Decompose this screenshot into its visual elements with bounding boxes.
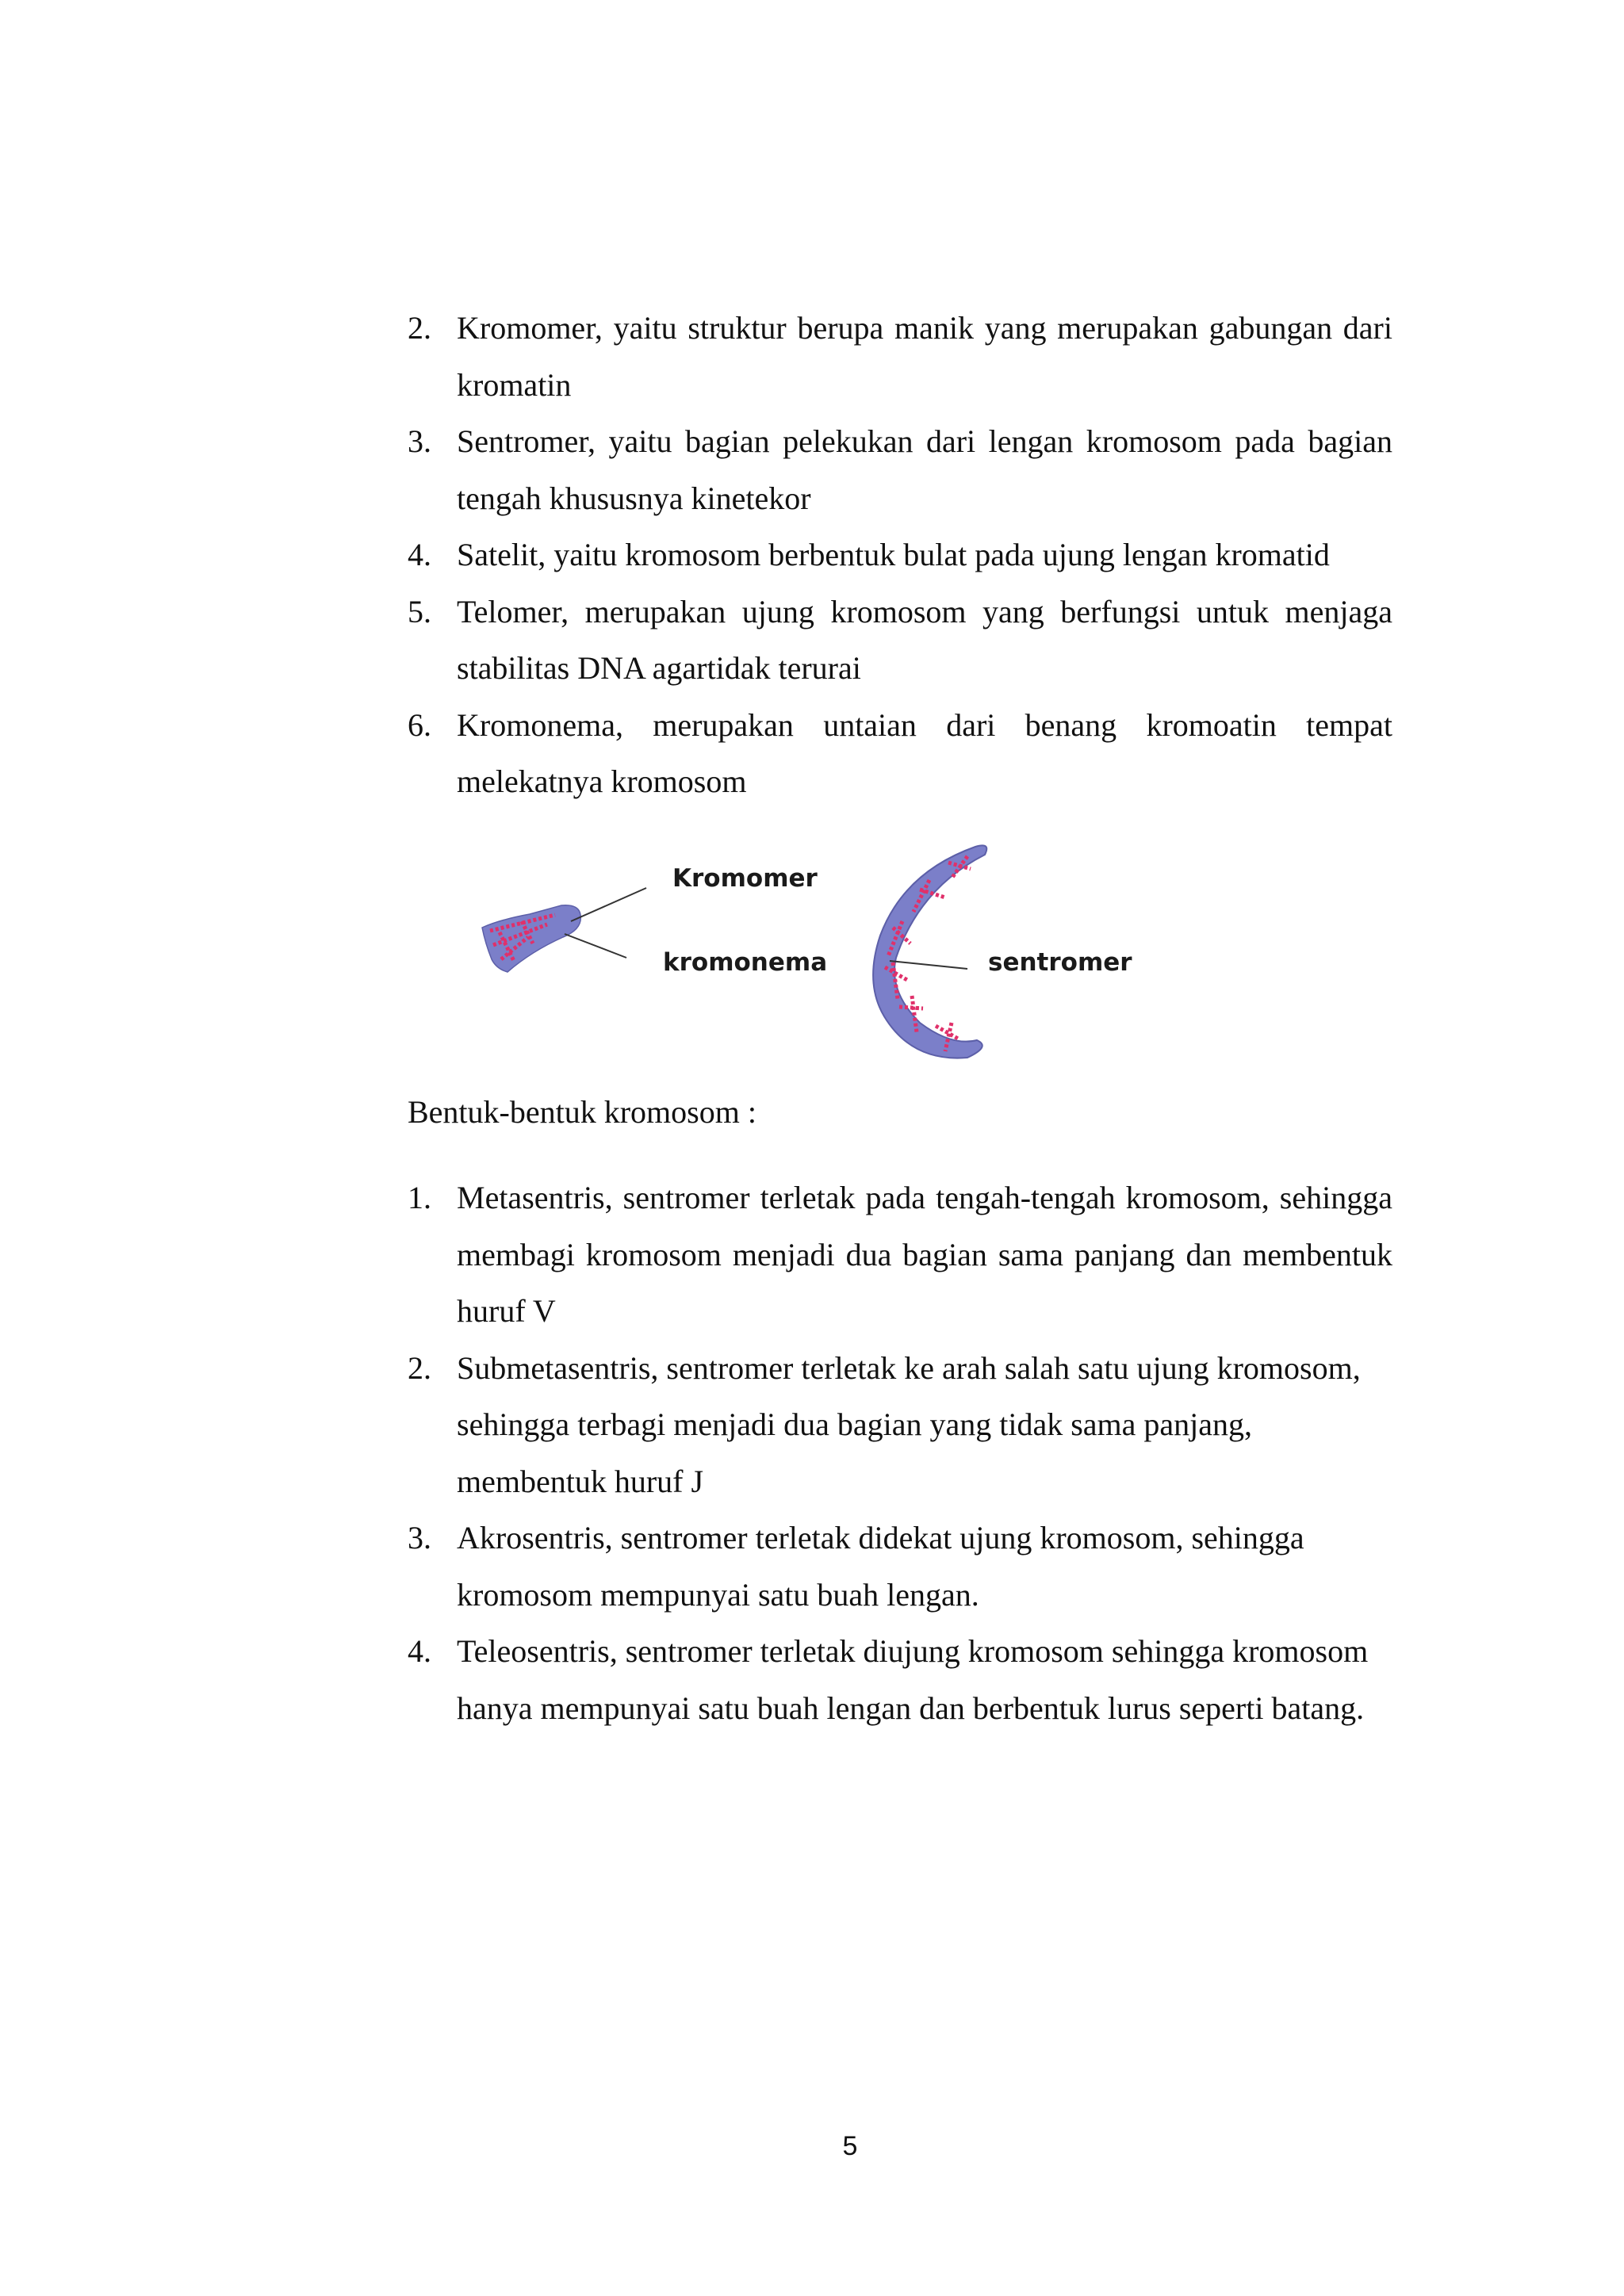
list-number: 5.	[408, 593, 431, 629]
kromonema-label: kromonema	[663, 948, 828, 977]
kromonema-pointer-line	[565, 934, 626, 958]
list-item	[408, 300, 1392, 413]
list-item	[408, 584, 1392, 697]
sentromer-pointer-line	[890, 961, 967, 969]
list-item	[408, 1169, 1392, 1340]
list-text: Metasentris, sentromer terletak pada tengah-tengah kromosom, sehingga membagi kromosom menjadi dua bagian sama panjang dan membentuk huruf V	[457, 1180, 1392, 1329]
list-item	[408, 697, 1392, 810]
list-number: 3.	[408, 1520, 431, 1556]
list-number: 1.	[408, 1180, 431, 1215]
curved-chromosome	[873, 845, 986, 1058]
page-number: 5	[842, 2131, 858, 2161]
list-item	[408, 1340, 1392, 1510]
list-text: Teleosentris, sentromer terletak diujung kromosom sehingga kromosom hanya mempunyai satu buah lengan dan berbentuk lurus seperti batang.	[457, 1633, 1369, 1726]
list-text: Kromonema, merupakan untaian dari benang kromoatin tempat melekatnya kromosom	[457, 706, 1392, 799]
list-item	[408, 1510, 1392, 1623]
list-number: 2.	[408, 1349, 431, 1386]
list-number: 4.	[408, 537, 431, 572]
list-text: Telomer, merupakan ujung kromosom yang berfungsi untuk menjaga stabilitas DNA agartidak terurai	[457, 593, 1392, 686]
list-item	[408, 413, 1392, 526]
list-text: Akrosentris, sentromer terletak didekat ujung kromosom, sehingga kromosom mempunyai satu buah lengan.	[457, 1520, 1304, 1613]
list-number: 4.	[408, 1633, 431, 1669]
list-text: Kromomer, yaitu struktur berupa manik yang merupakan gabungan dari kromatin	[457, 310, 1392, 403]
list-number: 6.	[408, 706, 431, 743]
chromosome-shapes-list	[408, 1169, 1392, 1736]
list-item	[408, 1623, 1392, 1736]
section-heading: Bentuk-bentuk kromosom :	[408, 1094, 756, 1130]
chromosome-fragment	[482, 905, 580, 972]
list-item	[408, 526, 1392, 584]
chromosome-figure	[444, 832, 1158, 1062]
kromomer-label: Kromomer	[672, 864, 818, 893]
list-text: Submetasentris, sentromer terletak ke arah salah satu ujung kromosom, sehingga terbagi menjadi dua bagian yang tidak sama panjang, membentuk huruf J	[457, 1349, 1361, 1499]
list-number: 2.	[408, 310, 431, 346]
sentromer-label: sentromer	[988, 948, 1132, 977]
list-text: Sentromer, yaitu bagian pelekukan dari lengan kromosom pada bagian tengah khususnya kinetekor	[457, 423, 1392, 516]
kromomer-pointer-line	[571, 888, 646, 921]
list-number: 3.	[408, 423, 431, 459]
chromosome-parts-list	[408, 300, 1392, 810]
list-text: Satelit, yaitu kromosom berbentuk bulat pada ujung lengan kromatid	[457, 537, 1330, 572]
